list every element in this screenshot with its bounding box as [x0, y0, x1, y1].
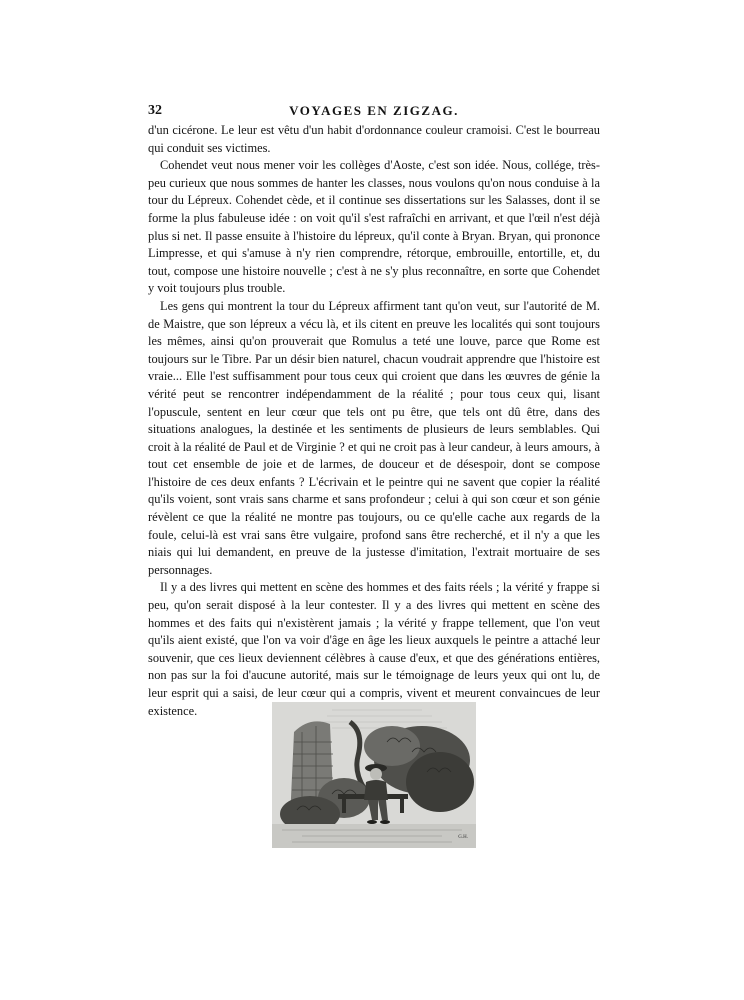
page-header	[148, 103, 600, 121]
engraver-signature: G.H.	[458, 835, 468, 840]
page-number: 32	[148, 103, 162, 118]
paragraph: Les gens qui montrent la tour du Lépreux affirment tant qu'on veut, sur l'autorité de M. de Maistre, que son lépreux a vécu là, et ils citent en preuve les localités qui sont toujours les mêmes, ainsi qu'on prouverait que Romulus a teté une louve, parce que Rome est toujours sur le Tibre. Par un désir bien naturel, chacun voudrait apprendre que l'histoire est vraie... Elle l'est suffisamment pour tous ceux qui croient que dans les œuvres de génie la vérité peut se rencontrer indépendamment de la réalité ; pour tous ceux qui, lisant l'opuscule, sentent en leur cœur que tels ont pu être, que tels ont dû être, dans des situations analogues, la destinée et les sentiments de plusieurs de leurs semblables. Qui croit à la réalité de Paul et de Virginie ? et qui ne croit pas à leur candeur, à leurs amours, à tout cet ensemble de joie et de larmes, de douceur et de désespoir, dont se compose l'histoire de ces deux enfants ? L'écrivain et le peintre qui ne savent que copier la réalité qu'ils voient, sont vrais sans charme et sans profondeur ; celui à qui son cœur et son génie révèlent ce que la réalité ne montre pas toujours, ou ce qu'elle cache aux regards de la foule, celui-là est vrai sans être vulgaire, profond sans être recherché, et il n'y a que les niais qui lui demandent, en preuve de la justesse d'imitation, l'extrait mortuaire de ses personnages.	[148, 298, 600, 577]
body-text	[148, 122, 600, 720]
engraving-illustration	[272, 702, 476, 848]
engraving-drawing	[272, 702, 476, 848]
running-title: VOYAGES EN ZIGZAG.	[289, 103, 459, 118]
paragraph: Cohendet veut nous mener voir les collèges d'Aoste, c'est son idée. Nous, collége, très-peu curieux que nous sommes de hanter les classes, nous voulons qu'on nous conduise à la tour du Lépreux. Cohendet cède, et il continue ses dissertations sur les Salasses, dont il se forme la plus fabuleuse idée : on voit qu'il s'est rafraîchi en arrivant, et que l'œil n'est déjà plus si net. Il passe ensuite à l'histoire du lépreux, qu'il conte à Bryan. Bryan, qui prononce Limpresse, et qui s'amuse à n'y rien comprendre, rétorque, embrouille, entortille, et, du tout, compose une histoire nouvelle ; c'est à ne s'y plus reconnaître, en sorte que Cohendet y voit toujours plus trouble.	[148, 158, 600, 296]
paragraph: d'un cicérone. Le leur est vêtu d'un habit d'ordonnance couleur cramoisi. C'est le bourreau qui conduit ses victimes.	[148, 123, 600, 155]
paragraph: Il y a des livres qui mettent en scène des hommes et des faits réels ; la vérité y frappe si peu, qu'on serait disposé à la leur contester. Il y a des livres qui mettent en scène des hommes et des faits qui n'existèrent jamais ; la vérité y frappe tellement, que l'on veut qu'ils aient existé, que l'on va voir d'âge en âge les lieux auxquels le peintre a attaché leur souvenir, que ces lieux deviennent célèbres à cause d'eux, et que des générations entières, non pas sur la foi d'aucune autorité, mais sur le témoignage de leurs yeux qui ont lu, de leur esprit qui a saisi, de leur cœur qui a compris, vivent et meurent convaincues de leur existence.	[148, 580, 600, 718]
